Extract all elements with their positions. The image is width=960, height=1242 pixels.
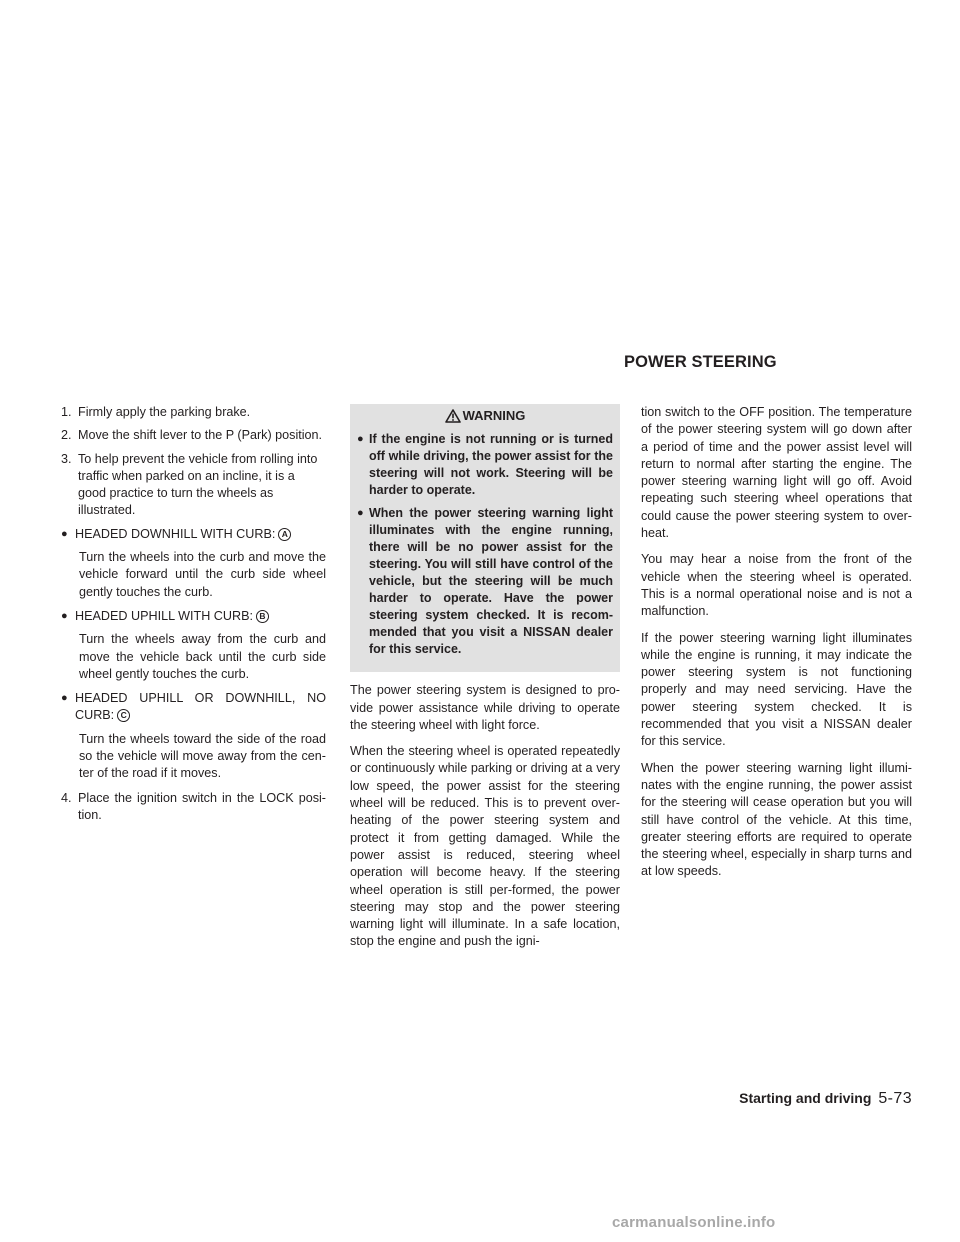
paragraph: When the power steering warning light illumi-nates with the engine running, the power assist for the steering will cease operation but you will still have control of the vehicle. At this time, greater steering efforts are required to operate the steering wheel, especially in sharp turns and at low speeds. [641, 760, 912, 879]
warning-item [357, 431, 613, 499]
column-left [61, 404, 326, 830]
bullet-icon: ● [61, 692, 68, 705]
page-number: 5-73 [878, 1090, 912, 1107]
paragraph-continuation: tion switch to the OFF position. The temperature of the power steering system will go down after a period of time and the power assist level will return to normal after starting the engine. The power steering warning light will go off. Avoid repeating such steering wheel operations that could cause the power steering system to over-heat. [641, 405, 912, 541]
step-number: 4. [61, 790, 72, 805]
page-footer [739, 1090, 912, 1108]
bullet-description: Turn the wheels away from the curb and move the vehicle back until the curb side wheel gently touches the curb. [79, 632, 326, 681]
bullet-icon: ● [357, 433, 364, 446]
step-number: 1. [61, 405, 72, 419]
warning-text: If the engine is not running or is turned off while driving, the power assist for the steering will not work. Steering will be harder to operate. [369, 432, 613, 498]
step-text: To help prevent the vehicle from rolling into traffic when parked on an incline, it is a good practice to turn the wheels as illustrated. [78, 451, 318, 518]
callout-c-icon: C [117, 709, 130, 722]
step-4 [61, 790, 326, 825]
step-number: 2. [61, 428, 72, 443]
bullet-icon: ● [357, 507, 364, 520]
column-middle [350, 404, 620, 960]
step-text: Firmly apply the parking brake. [78, 405, 251, 419]
callout-a-icon: A [278, 528, 291, 541]
section-heading: POWER STEERING [624, 353, 777, 371]
step-1 [61, 404, 326, 421]
bullet-uphill-curb [61, 608, 326, 625]
warning-title: WARNING [462, 408, 526, 423]
bullet-label: HEADED DOWNHILL WITH CURB: [75, 526, 276, 541]
warning-box [350, 404, 620, 672]
step-text: Place the ignition switch in the LOCK posi-tion. [78, 790, 326, 822]
step-text: Move the shift lever to the P (Park) position. [78, 428, 323, 443]
footer-section-title: Starting and driving [739, 1090, 872, 1106]
paragraph-continued: When the steering wheel is operated repeatedly or continuously while parking or driving at a very low speed, the power assist for the steering wheel will be reduced. This is to prevent over-heating of the power steering system and protect it from getting damaged. While the power assist is reduced, steering wheel operation will become heavy. If the steering wheel operation is still per-formed, the power steering may stop and the power steering warning light will illuminate. In a safe location, stop the engine and push the igni- [350, 744, 620, 949]
bullet-description: Turn the wheels toward the side of the road so the vehicle will move away from the cen-ter of the road if it moves. [79, 731, 326, 781]
step-2 [61, 427, 326, 444]
bullet-label: HEADED UPHILL WITH CURB: [75, 608, 253, 623]
callout-b-icon: B [256, 610, 269, 623]
bullet-downhill-curb [61, 526, 326, 543]
bullet-icon: ● [61, 609, 68, 622]
column-right [641, 404, 912, 890]
paragraph: If the power steering warning light illuminates while the engine is running, it may indicate the power steering system is not functioning properly and may need servicing. Have the power steering system checked. It is recommended that you visit a NISSAN dealer for this service. [641, 630, 912, 749]
step-number: 3. [61, 451, 72, 466]
warning-text: When the power steering warning light illuminates with the engine running, there will be no power assist for the steering. You will still have control of the vehicle, but the steering will be much harder to operate. Have the power steering system checked. It is recom-mended that you visit a NISSAN dealer for this service. [369, 506, 613, 657]
warning-item [357, 505, 613, 658]
paragraph: You may hear a noise from the front of the vehicle when the steering wheel is operated. This is a normal operational noise and is not a malfunction. [641, 552, 912, 619]
watermark: carmanualsonline.info [612, 1214, 776, 1231]
bullet-no-curb [61, 690, 326, 725]
bullet-description: Turn the wheels into the curb and move the vehicle forward until the curb side wheel gently touches the curb. [79, 550, 326, 599]
warning-triangle-icon [445, 409, 461, 423]
bullet-icon: ● [61, 527, 68, 540]
step-3 [61, 451, 326, 520]
paragraph: The power steering system is designed to pro-vide power assistance while driving to operate the steering wheel with light force. [350, 683, 620, 732]
bullet-label: HEADED UPHILL OR DOWNHILL, NO CURB: [75, 691, 326, 723]
